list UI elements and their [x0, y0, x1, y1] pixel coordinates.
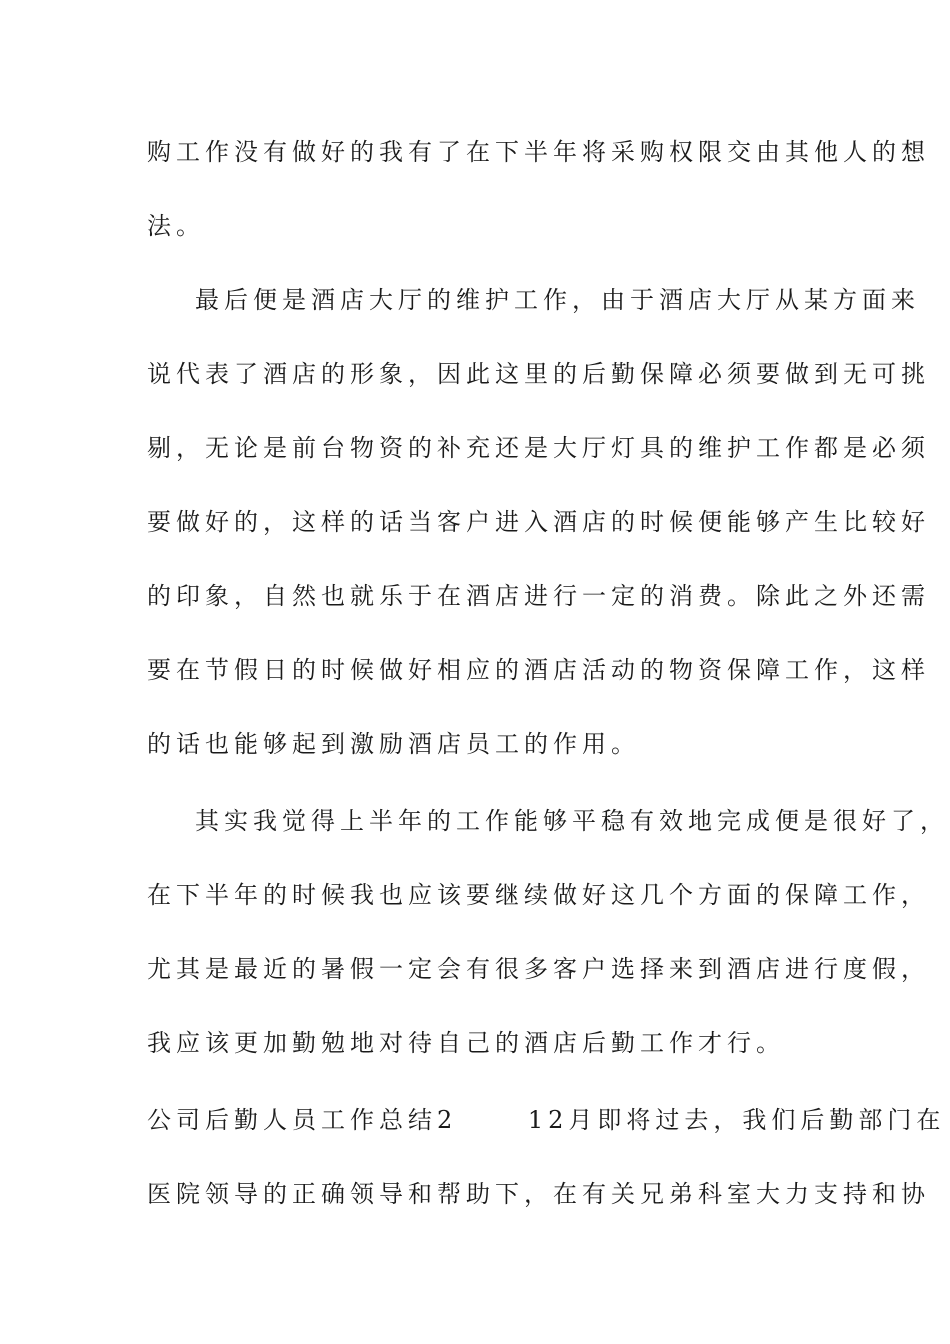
text-line: 我应该更加勤勉地对待自己的酒店后勤工作才行。 — [147, 1029, 785, 1057]
text-line: 的印象，自然也就乐于在酒店进行一定的消费。除此之外还需 — [147, 582, 930, 610]
paragraph-start-line: 最后便是酒店大厅的维护工作，由于酒店大厅从某方面来 — [195, 286, 920, 314]
text-line: 的话也能够起到激励酒店员工的作用。 — [147, 730, 640, 758]
text-line: 说代表了酒店的形象，因此这里的后勤保障必须要做到无可挑 — [147, 360, 930, 388]
text-line: 尤其是最近的暑假一定会有很多客户选择来到酒店进行度假， — [147, 955, 930, 983]
section-heading-line: 公司后勤人员工作总结2 12月即将过去，我们后勤部门在 — [147, 1106, 946, 1134]
text-line: 法。 — [147, 212, 205, 240]
text-line: 剔，无论是前台物资的补充还是大厅灯具的维护工作都是必须 — [147, 434, 930, 462]
text-line: 在下半年的时候我也应该要继续做好这几个方面的保障工作， — [147, 881, 930, 909]
paragraph-start-line: 其实我觉得上半年的工作能够平稳有效地完成便是很好了， — [195, 807, 949, 835]
text-line: 要做好的，这样的话当客户进入酒店的时候便能够产生比较好 — [147, 508, 930, 536]
text-line: 要在节假日的时候做好相应的酒店活动的物资保障工作，这样 — [147, 656, 930, 684]
text-line: 购工作没有做好的我有了在下半年将采购权限交由其他人的想 — [147, 138, 930, 166]
text-line: 医院领导的正确领导和帮助下，在有关兄弟科室大力支持和协 — [147, 1180, 930, 1208]
